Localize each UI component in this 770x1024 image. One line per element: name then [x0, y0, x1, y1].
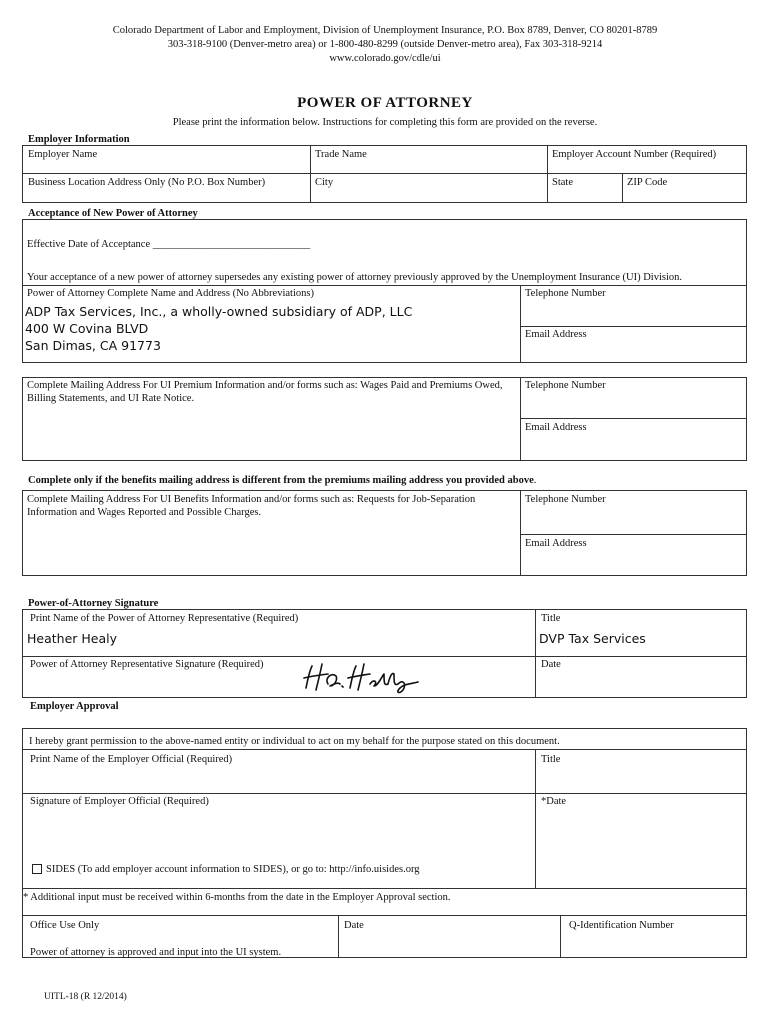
poa-handwritten-signature — [298, 660, 428, 696]
divider — [520, 377, 521, 461]
zip-field[interactable]: ZIP Code — [627, 177, 668, 188]
divider — [535, 609, 536, 698]
poa-signature-label: Power of Attorney Representative Signature (Required) — [30, 659, 264, 670]
benefits-note: Complete only if the benefits mailing address is different from the premiums mailing address you provided above. — [28, 475, 537, 486]
poa-telephone-field[interactable]: Telephone Number — [525, 288, 606, 299]
benefits-email-field[interactable]: Email Address — [525, 538, 587, 549]
benefits-telephone-field[interactable]: Telephone Number — [525, 494, 606, 505]
poa-title-label: Title — [541, 613, 561, 624]
divider — [547, 145, 548, 203]
official-name-field[interactable]: Print Name of the Employer Official (Required) — [30, 754, 233, 765]
effective-date-field[interactable]: Effective Date of Acceptance ______________________________ — [27, 239, 311, 250]
divider — [622, 173, 623, 203]
trade-name-field[interactable]: Trade Name — [315, 149, 367, 160]
poa-print-name-value[interactable]: Heather Healy — [27, 631, 117, 646]
official-title-field[interactable]: Title — [541, 754, 561, 765]
divider — [310, 145, 311, 203]
poa-date-field[interactable]: Date — [541, 659, 561, 670]
poa-name-value[interactable]: ADP Tax Services, Inc., a wholly-owned subsidiary of ADP, LLC — [25, 304, 413, 319]
acceptance-notice: Your acceptance of a new power of attorney supersedes any existing power of attorney previously approved by the Unemployment Insurance (UI) Division. — [27, 272, 682, 283]
poa-email-field[interactable]: Email Address — [525, 329, 587, 340]
sides-checkbox[interactable] — [32, 864, 42, 874]
permission-statement: I hereby grant permission to the above-named entity or individual to act on my behalf for the purpose stated on this document. — [29, 736, 560, 747]
official-signature-field[interactable]: Signature of Employer Official (Required) — [30, 796, 209, 807]
six-month-note: * Additional input must be received within 6-months from the date in the Employer Approval section. — [23, 892, 451, 903]
office-date-field[interactable]: Date — [344, 920, 364, 931]
sides-label: SIDES (To add employer account information to SIDES), or go to: http://info.uisides.org — [46, 864, 420, 875]
form-instructions: Please print the information below. Instructions for completing this form are provided on the reverse. — [172, 117, 598, 128]
agency-url[interactable]: www.colorado.gov/cdle/ui — [329, 53, 441, 64]
premium-telephone-field[interactable]: Telephone Number — [525, 380, 606, 391]
state-field[interactable]: State — [552, 177, 573, 188]
poa-signature-heading: Power-of-Attorney Signature — [28, 598, 159, 609]
premium-email-field[interactable]: Email Address — [525, 422, 587, 433]
poa-address-line2[interactable]: San Dimas, CA 91773 — [25, 338, 161, 353]
q-identification-field[interactable]: Q-Identification Number — [569, 920, 674, 931]
agency-header-line1: Colorado Department of Labor and Employment, Division of Unemployment Insurance, P.O. Box 8789, Denver, CO 80201-8789 — [112, 25, 658, 36]
premium-mailing-label[interactable]: Complete Mailing Address For UI Premium Information and/or forms such as: Wages Paid and Premiums Owed, Billing Statements, and UI Rate Notice. — [27, 380, 503, 404]
employer-info-heading: Employer Information — [28, 134, 130, 145]
employer-name-field[interactable]: Employer Name — [28, 149, 98, 160]
acceptance-heading: Acceptance of New Power of Attorney — [28, 208, 198, 219]
divider — [22, 793, 747, 794]
employer-approval-heading: Employer Approval — [30, 701, 119, 712]
office-use-approved: Power of attorney is approved and input into the UI system. — [30, 947, 282, 958]
divider — [22, 285, 747, 286]
account-number-field[interactable]: Employer Account Number (Required) — [552, 149, 717, 160]
divider — [520, 285, 521, 363]
divider — [22, 915, 747, 916]
divider — [535, 749, 536, 888]
poa-print-name-label: Print Name of the Power of Attorney Representative (Required) — [30, 613, 299, 624]
divider — [338, 915, 339, 958]
divider — [520, 490, 521, 576]
form-id: UITL-18 (R 12/2014) — [44, 992, 127, 1002]
divider — [22, 656, 747, 657]
divider — [22, 173, 747, 174]
divider — [520, 326, 747, 327]
form-title: POWER OF ATTORNEY — [297, 95, 473, 111]
divider — [520, 418, 747, 419]
benefits-mailing-label[interactable]: Complete Mailing Address For UI Benefits Information and/or forms such as: Requests for Job-Separation Information and Wages Reported and Possible Charges. — [27, 494, 476, 518]
business-address-field[interactable]: Business Location Address Only (No P.O. Box Number) — [28, 177, 266, 188]
office-use-label: Office Use Only — [30, 920, 100, 931]
city-field[interactable]: City — [315, 177, 334, 188]
poa-name-label: Power of Attorney Complete Name and Address (No Abbreviations) — [27, 288, 314, 299]
poa-title-value[interactable]: DVP Tax Services — [539, 631, 646, 646]
divider — [560, 915, 561, 958]
poa-address-line1[interactable]: 400 W Covina BLVD — [25, 321, 149, 336]
divider — [22, 749, 747, 750]
divider — [22, 888, 747, 889]
official-date-field[interactable]: *Date — [541, 796, 567, 807]
agency-header-line2: 303-318-9100 (Denver-metro area) or 1-800-480-8299 (outside Denver-metro area), Fax 303-318-9214 — [167, 39, 603, 50]
divider — [520, 534, 747, 535]
